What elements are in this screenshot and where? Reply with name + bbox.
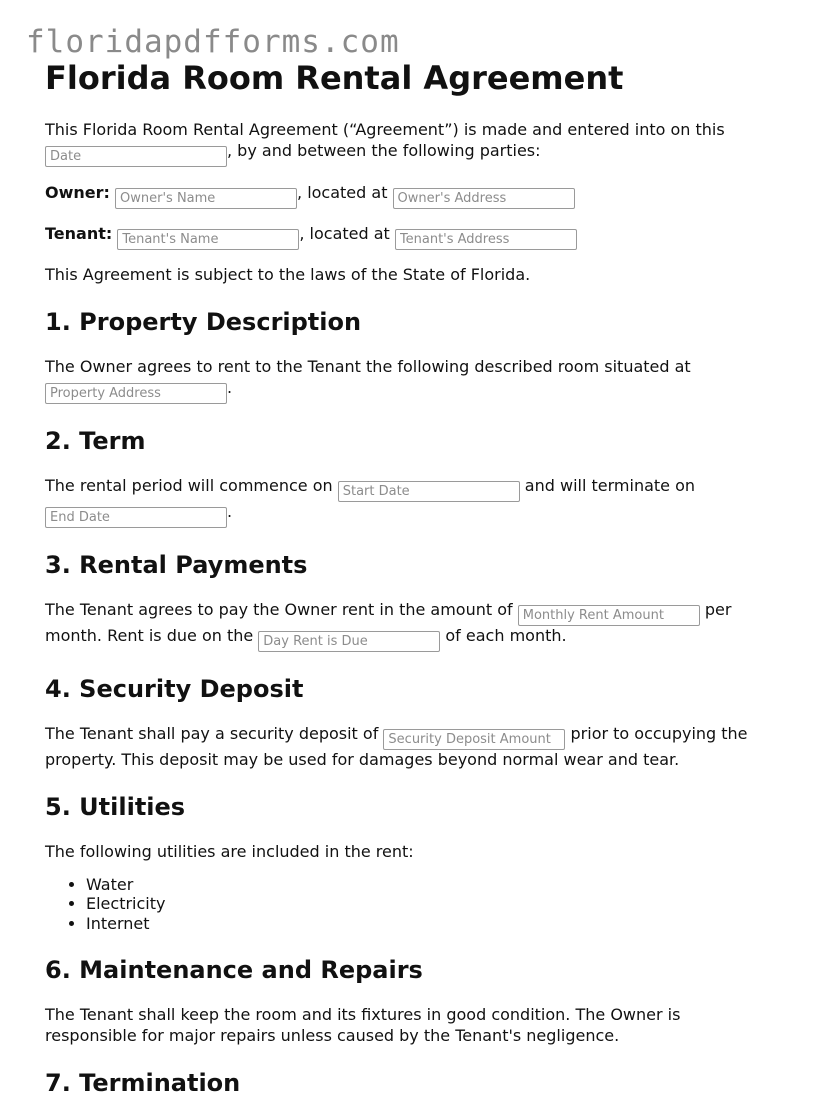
utilities-paragraph: The following utilities are included in the rent:: [45, 842, 414, 861]
tenant-name-input[interactable]: [117, 229, 299, 250]
owner-label: Owner:: [45, 182, 110, 202]
intro-paragraph: [45, 120, 765, 167]
page-title: Florida Room Rental Agreement: [45, 59, 624, 97]
section-heading-property: 1. Property Description: [45, 308, 362, 336]
owner-name-input[interactable]: [115, 188, 297, 209]
tenant-located-text: , located at: [299, 223, 395, 243]
term-paragraph: [45, 476, 765, 528]
section-heading-deposit: 4. Security Deposit: [45, 674, 304, 703]
end-date-input[interactable]: [45, 507, 227, 528]
deposit-paragraph: [45, 724, 765, 771]
section-heading-termination: 7. Termination: [45, 1069, 241, 1097]
governing-law-text: This Agreement is subject to the laws of the State of Florida.: [45, 264, 531, 284]
section-heading-term: 2. Term: [45, 426, 146, 455]
section-heading-utilities: 5. Utilities: [45, 793, 186, 821]
owner-line: [45, 183, 765, 209]
payments-text-middle: per month. Rent is due on the: [45, 599, 732, 645]
owner-address-input[interactable]: [393, 188, 575, 209]
agreement-date-input[interactable]: [45, 146, 227, 167]
maintenance-paragraph: The Tenant shall keep the room and its fixtures in good condition. The Owner is responsible for major repairs unless caused by the Tenant's negligence.: [45, 1005, 681, 1045]
section-heading-maintenance: 6. Maintenance and Repairs: [45, 956, 423, 984]
tenant-line: [45, 224, 765, 250]
intro-text-after: , by and between the following parties:: [227, 140, 541, 160]
owner-located-text: , located at: [297, 182, 393, 202]
property-text-before: The Owner agrees to rent to the Tenant the following described room situated at: [45, 357, 691, 376]
site-watermark: floridapdfforms.com: [26, 24, 400, 60]
deposit-text-before: The Tenant shall pay a security deposit of: [45, 723, 384, 743]
payments-paragraph: [45, 600, 765, 652]
intro-text-before: This Florida Room Rental Agreement (“Agreement”) is made and entered into on this: [45, 120, 725, 139]
term-text-middle: and will terminate on: [519, 475, 696, 495]
start-date-input[interactable]: [338, 481, 520, 502]
utilities-list: [45, 875, 765, 934]
list-item: • Water: [86, 875, 765, 895]
monthly-rent-input[interactable]: [518, 605, 700, 626]
list-item: • Internet: [86, 914, 765, 934]
deposit-text-after: prior to occupying the property. This deposit may be used for damages beyond normal wear and tear.: [45, 723, 748, 769]
term-text-before: The rental period will commence on: [45, 475, 338, 495]
agreement-document: [45, 58, 765, 1118]
property-paragraph: [45, 357, 765, 404]
tenant-address-input[interactable]: [395, 229, 577, 250]
payments-text-after: of each month.: [440, 625, 567, 645]
payments-text-before: The Tenant agrees to pay the Owner rent in the amount of: [45, 599, 518, 619]
security-deposit-input[interactable]: [383, 729, 565, 750]
tenant-label: Tenant:: [45, 223, 113, 243]
rent-due-day-input[interactable]: [258, 631, 440, 652]
list-item: • Electricity: [86, 894, 765, 914]
term-text-after: .: [227, 501, 233, 521]
property-text-after: .: [227, 377, 233, 397]
property-address-input[interactable]: [45, 383, 227, 404]
section-heading-payments: 3. Rental Payments: [45, 550, 308, 579]
